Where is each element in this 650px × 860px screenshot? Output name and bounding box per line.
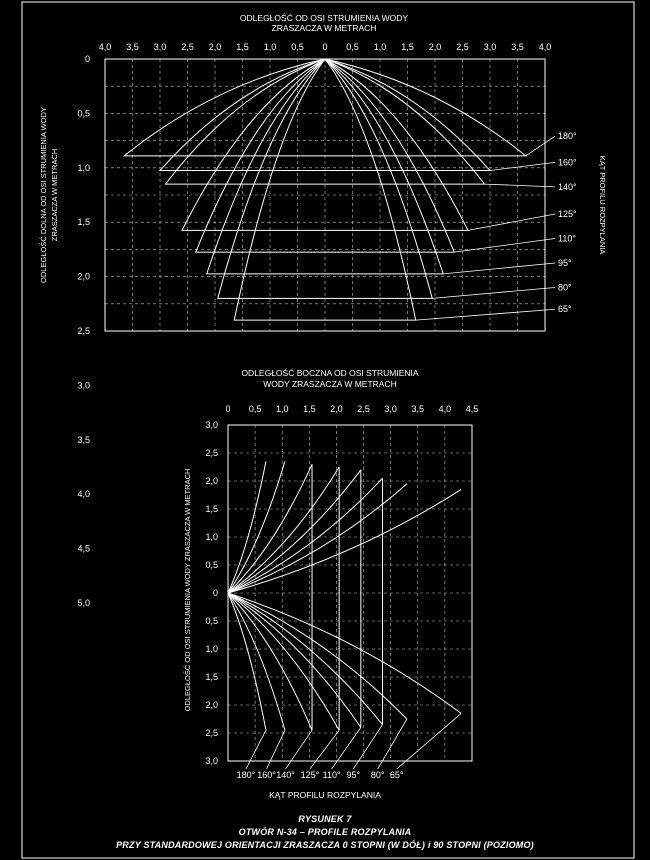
- top-x-tick: 1,5: [401, 42, 414, 52]
- bottom-x-tick: 0: [225, 404, 231, 414]
- bottom-y-tick: 0,5: [205, 616, 218, 626]
- top-angle-label: 80°: [558, 282, 572, 293]
- bottom-x-tick: 1,0: [275, 404, 289, 414]
- top-angle-leader: [416, 309, 555, 320]
- bottom-y-tick: 2,0: [205, 476, 218, 486]
- bottom-spray-curve-lower: [228, 593, 461, 713]
- top-x-tick: 2,5: [456, 42, 469, 52]
- top-x-tick: 1,0: [373, 42, 387, 52]
- bottom-title-line1: ODLEGŁOŚĆ BOCZNA OD OSI STRUMIENIA: [241, 368, 419, 378]
- top-y-tick: 0,5: [77, 108, 90, 119]
- bottom-y-tick: 1,0: [205, 532, 218, 542]
- top-x-tick: 3,0: [483, 42, 497, 52]
- top-angle-leader: [454, 239, 555, 253]
- bottom-x-tick: 2,0: [330, 404, 343, 414]
- bottom-spray-curve-upper: [228, 470, 361, 593]
- bottom-angle-leader: [310, 730, 339, 769]
- top-y-tick: 0: [84, 54, 90, 64]
- top-grid: [105, 59, 545, 331]
- top-angle-label: 65°: [558, 304, 572, 315]
- top-title-line2: ZRASZACZA W METRACH: [271, 23, 377, 33]
- top-spray-diagram: [39, 12, 607, 608]
- bottom-y-tick: 1,0: [205, 644, 218, 654]
- top-angle-label: 180°: [558, 131, 577, 142]
- caption-subtitle: PRZY STANDARDOWEJ ORIENTACJI ZRASZACZA 0 STOPNI (W DÓŁ) i 90 STOPNI (POZIOMO): [116, 840, 534, 850]
- top-y-tick: 3,0: [77, 380, 90, 391]
- top-x-tick: 0,5: [346, 42, 359, 52]
- bottom-angle-labels: [237, 713, 462, 780]
- top-x-tick: 1,5: [236, 42, 249, 52]
- bottom-y-tick: 2,5: [205, 448, 218, 458]
- top-spray-curve: [218, 59, 433, 298]
- bottom-spray-curve-upper: [228, 464, 312, 593]
- top-spray-curve: [234, 59, 416, 320]
- bottom-spray-curve-upper: [228, 489, 461, 593]
- bottom-x-tick: 4,5: [465, 404, 479, 414]
- top-x-tick-labels: [99, 42, 552, 52]
- top-y-tick-labels: [77, 54, 90, 608]
- top-angle-label: 110°: [558, 233, 576, 244]
- bottom-angle-label: 160°: [257, 770, 276, 780]
- top-y-tick: 2,5: [77, 326, 90, 336]
- bottom-y-tick: 1,5: [205, 504, 218, 514]
- bottom-angle-leader: [246, 730, 266, 769]
- top-y-tick: 1,0: [77, 162, 90, 173]
- top-y-tick: 1,5: [77, 217, 90, 228]
- caption-figure-number: RYSUNEK 7: [298, 814, 352, 824]
- top-angle-label: 140°: [558, 181, 577, 192]
- bottom-x-tick: 0,5: [248, 404, 262, 414]
- top-x-tick: 3,0: [153, 42, 167, 52]
- top-angle-label: 95°: [558, 258, 572, 268]
- top-x-tick: 3,5: [511, 42, 524, 52]
- top-y-label-line1: ODLEGŁOŚĆ DOLNA OD OSI STRUMIENIA WODY: [39, 107, 48, 283]
- bottom-x-tick: 2,5: [357, 404, 370, 414]
- bottom-angle-label: 95°: [346, 770, 361, 780]
- bottom-x-tick: 1,5: [303, 404, 316, 414]
- top-x-tick: 2,0: [208, 42, 222, 52]
- top-angle-leader: [526, 136, 555, 156]
- bottom-angle-label: 65°: [389, 770, 404, 780]
- bottom-y-tick-labels: [205, 420, 218, 766]
- top-right-label: KĄT PROFILU ROZPYLANIA: [598, 155, 607, 255]
- bottom-angle-label: 110°: [322, 770, 341, 780]
- bottom-y-tick: 0,5: [205, 560, 218, 570]
- bottom-spray-curves: [228, 461, 461, 730]
- top-spray-curves: [124, 59, 526, 320]
- top-angle-leader: [485, 184, 556, 187]
- bottom-spray-diagram: [183, 367, 478, 800]
- top-angle-leader: [468, 214, 555, 230]
- bottom-grid: [228, 425, 472, 761]
- top-y-label-line2: ZRASZACZA W METRACH: [50, 148, 59, 242]
- bottom-angle-leader: [332, 727, 361, 769]
- bottom-y-tick: 0: [212, 588, 218, 598]
- bottom-spray-curve-upper: [228, 478, 383, 593]
- bottom-y-tick: 1,5: [205, 672, 218, 682]
- top-x-tick: 3,5: [126, 42, 139, 52]
- bottom-angle-label: 140°: [276, 770, 295, 780]
- top-x-tick: 2,5: [181, 42, 194, 52]
- bottom-angle-label: 125°: [300, 770, 320, 780]
- top-x-tick: 4,0: [538, 42, 552, 52]
- caption-title: OTWÓR N-34 – PROFILE ROZPYLANIA: [238, 827, 412, 837]
- bottom-y-tick: 2,5: [205, 728, 218, 738]
- bottom-angle-label: 180°: [236, 770, 256, 780]
- bottom-title-line2: WODY ZRASZACZA W METRACH: [263, 379, 397, 389]
- top-y-tick: 4,5: [77, 543, 90, 554]
- bottom-x-tick: 3,0: [384, 404, 397, 414]
- top-angle-label: 125°: [558, 209, 577, 220]
- figure-border: [22, 2, 634, 858]
- bottom-angle-label: 80°: [370, 770, 385, 780]
- bottom-spray-curve-lower: [228, 593, 266, 730]
- top-y-tick: 2,0: [77, 271, 90, 282]
- top-y-tick: 3,5: [77, 434, 90, 445]
- top-x-tick: 0: [322, 42, 328, 52]
- bottom-spray-curve-upper: [228, 467, 339, 593]
- bottom-y-tick: 2,0: [205, 700, 218, 710]
- bottom-y-label: ODLEGŁOŚĆ OD OSI STRUMIENIA WODY ZRASZACZA W METRACH: [183, 468, 192, 712]
- top-angle-leader: [443, 263, 555, 274]
- top-angle-label: 160°: [558, 157, 577, 168]
- bottom-x-label: KĄT PROFILU ROZPYLANIA: [269, 790, 381, 800]
- bottom-angle-leader: [286, 730, 313, 769]
- bottom-x-tick: 3,5: [411, 404, 425, 414]
- top-angle-leader: [432, 287, 555, 298]
- top-x-tick: 1,0: [263, 42, 277, 52]
- bottom-x-tick-labels: [225, 404, 478, 414]
- top-angle-labels: [416, 131, 577, 320]
- bottom-y-tick: 3,0: [205, 420, 218, 430]
- bottom-y-tick: 3,0: [205, 756, 218, 766]
- top-y-tick: 4,0: [77, 489, 90, 500]
- top-y-tick: 5,0: [77, 598, 90, 608]
- top-x-tick: 0,5: [291, 42, 304, 52]
- bottom-x-tick: 4,0: [438, 404, 452, 414]
- top-x-tick: 2,0: [428, 42, 442, 52]
- top-x-tick: 4,0: [98, 42, 112, 52]
- top-title-line1: ODLEGŁOŚĆ OD OSI STRUMIENIA WODY: [239, 13, 409, 23]
